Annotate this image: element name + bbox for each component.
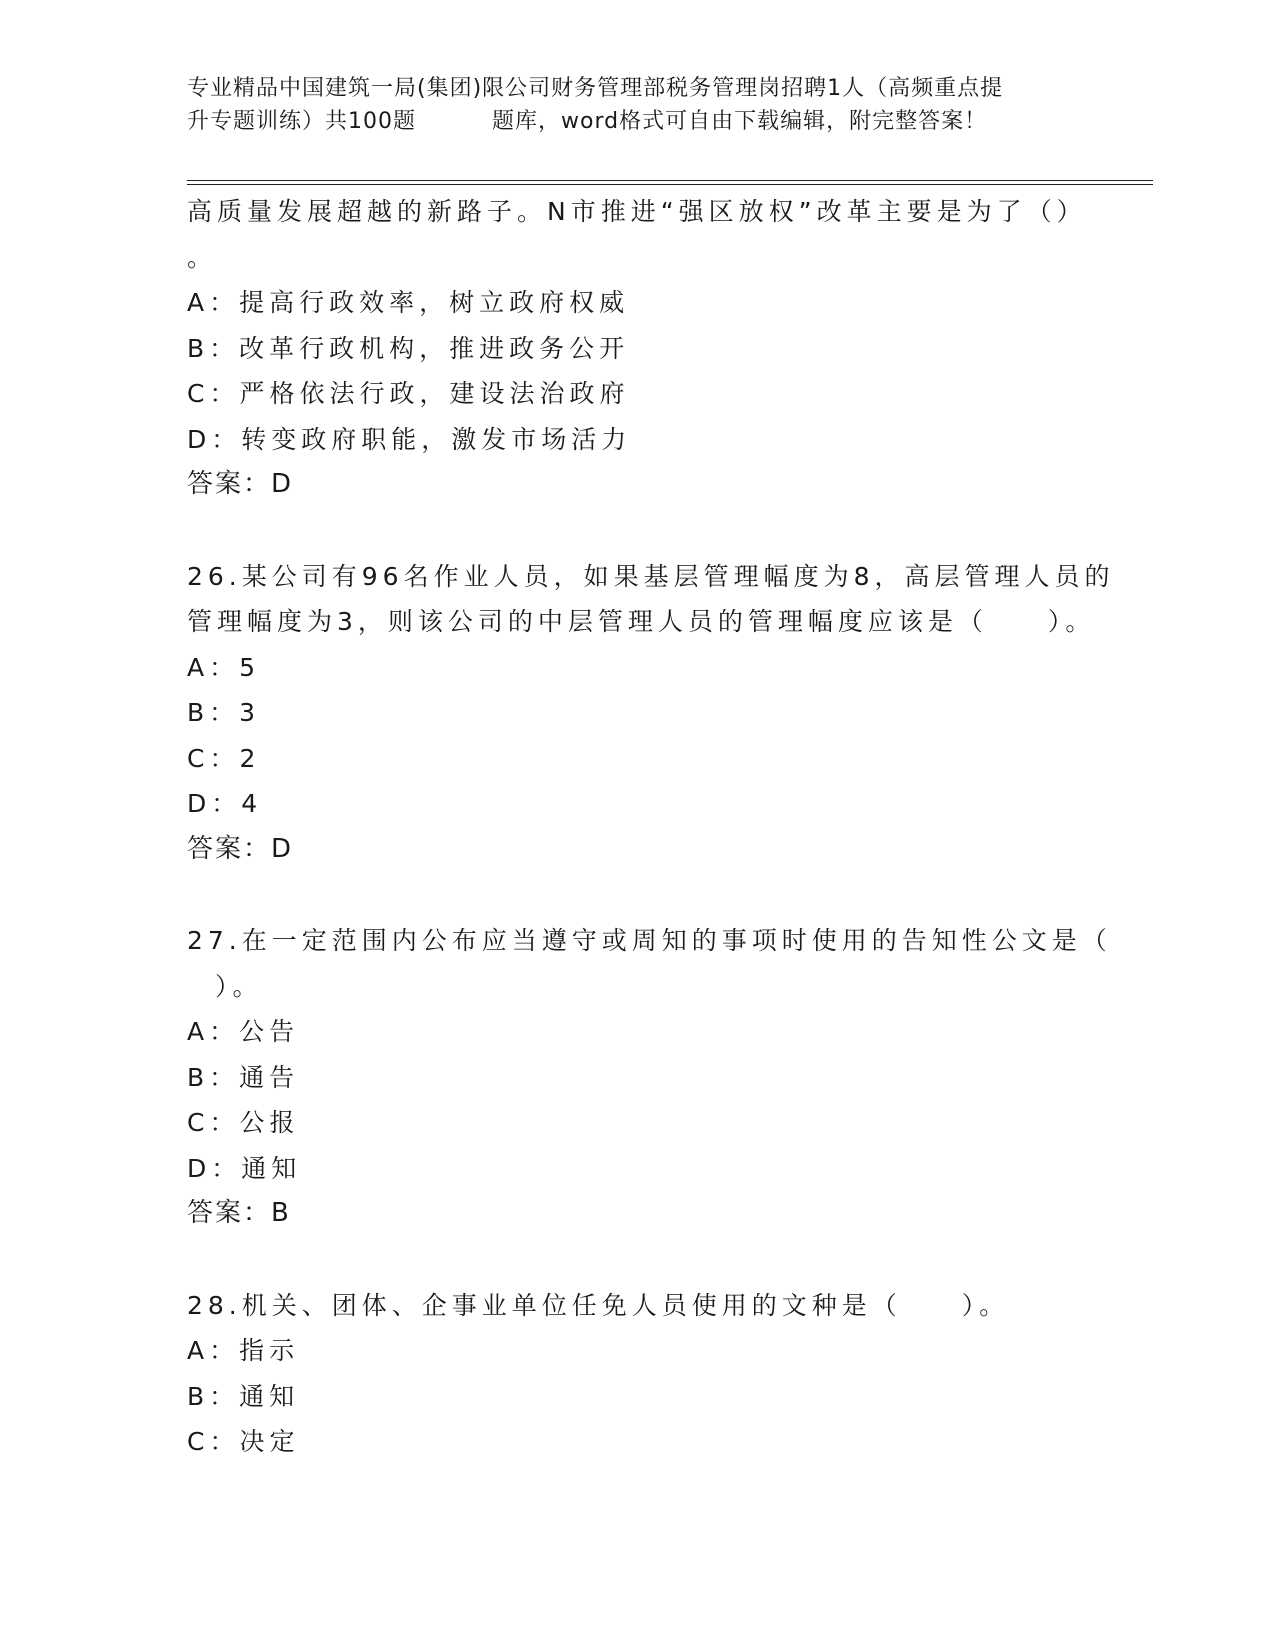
- option-d: D：转变政府职能，激发市场活力: [187, 424, 632, 454]
- question-text: 27.在一定范围内公布应当遵守或周知的事项时使用的告知性公文是（: [187, 926, 1112, 955]
- header-title-line1: 专业精品中国建筑一局(集团)限公司财务管理部税务管理岗招聘1人（高频重点提: [187, 76, 1004, 101]
- option-c: C：2: [187, 743, 261, 773]
- option-a: A：5: [187, 652, 261, 682]
- option-b: B：改革行政机构，推进政务公开: [187, 333, 630, 363]
- option-b: B：通知: [187, 1381, 300, 1411]
- question-text-continued: 管理幅度为3，则该公司的中层管理人员的管理幅度应该是（ ）。: [187, 607, 1096, 636]
- option-d: D：通知: [187, 1153, 302, 1183]
- option-d: D：4: [187, 789, 263, 818]
- header-subtitle-right: 题库，word格式可自由下载编辑，附完整答案！: [492, 109, 988, 134]
- page-header: [187, 72, 1087, 138]
- question-text: 28.机关、团体、企事业单位任免人员使用的文种是（ ）。: [187, 1290, 1010, 1320]
- header-divider-bottom: [187, 184, 1153, 185]
- option-b: B：3: [187, 698, 261, 727]
- header-divider-top: [187, 180, 1153, 181]
- answer-line: 答案：D: [187, 833, 294, 864]
- option-b: B：通告: [187, 1062, 300, 1092]
- question-text-continued: 。: [187, 242, 218, 272]
- answer-line: 答案：B: [187, 1198, 291, 1228]
- option-a: A：提高行政效率，树立政府权威: [187, 288, 630, 317]
- question-block: [187, 554, 1115, 873]
- option-c: C：决定: [187, 1427, 300, 1456]
- question-text: 高质量发展超越的新路子。N市推进“强区放权”改革主要是为了（）: [187, 197, 1087, 226]
- header-title-line2: [187, 105, 1087, 138]
- header-subtitle-left: 升专题训练）共100题: [187, 109, 416, 134]
- question-block: [187, 189, 1087, 508]
- question-block: [187, 1283, 1087, 1465]
- question-block: [187, 918, 1112, 1237]
- question-list: [187, 189, 1115, 1465]
- option-a: A：指示: [187, 1336, 300, 1365]
- question-text-continued: ）。: [215, 971, 263, 1001]
- option-a: A：公告: [187, 1017, 300, 1046]
- option-c: C：严格依法行政，建设法治政府: [187, 379, 630, 408]
- answer-line: 答案：D: [187, 469, 294, 499]
- question-text: 26.某公司有96名作业人员，如果基层管理幅度为8，高层管理人员的: [187, 561, 1115, 591]
- option-c: C：公报: [187, 1108, 300, 1137]
